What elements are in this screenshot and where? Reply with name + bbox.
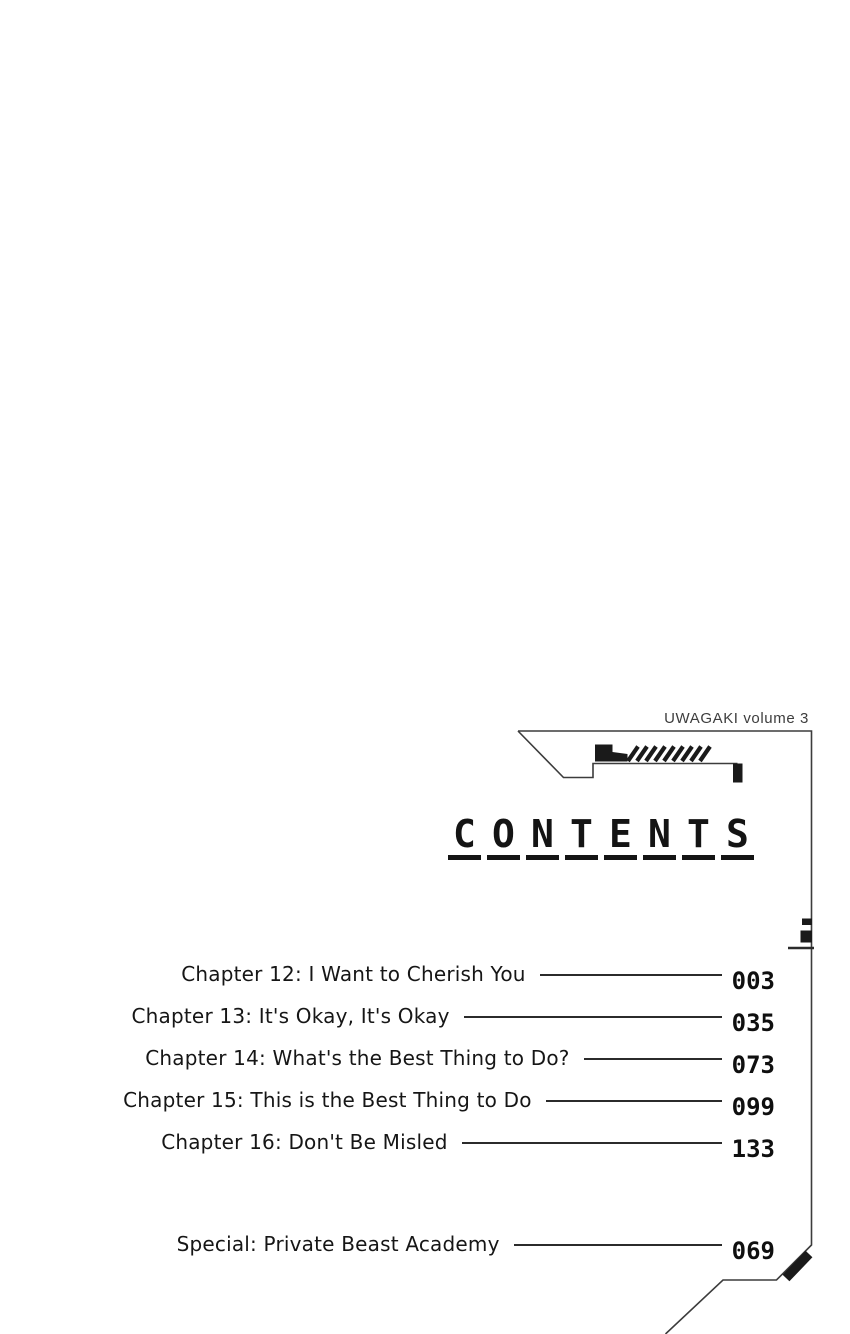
- page-number: 099: [731, 1093, 775, 1121]
- page-number: 035: [731, 1009, 775, 1037]
- table-of-contents: [123, 961, 775, 1265]
- chapter-title: Chapter 12: I Want to Cherish You: [181, 962, 526, 986]
- chapter-title: Special: Private Beast Academy: [176, 1232, 500, 1256]
- toc-row-chapter-13: [131, 1003, 776, 1037]
- toc-row-chapter-12: [181, 961, 775, 995]
- chapter-title: Chapter 13: It's Okay, It's Okay: [131, 1004, 450, 1028]
- corner-slash-icon: [786, 1254, 809, 1278]
- leader-line: [540, 974, 722, 976]
- emblem-step-line: [518, 731, 738, 778]
- leader-line: [464, 1016, 722, 1018]
- contents-letter: E: [604, 816, 637, 860]
- page-number: 133: [731, 1135, 775, 1163]
- leader-line: [546, 1100, 722, 1102]
- emblem-endcap: [733, 764, 743, 783]
- emblem-flag-shape: [595, 745, 628, 762]
- chapter-title: Chapter 15: This is the Best Thing to Do: [123, 1088, 532, 1112]
- contents-letter: T: [682, 816, 715, 860]
- contents-letter: O: [487, 816, 520, 860]
- contents-letter: N: [643, 816, 676, 860]
- hazard-slash-hatching-icon: [628, 747, 710, 762]
- leader-line: [462, 1142, 722, 1144]
- leader-line: [584, 1058, 722, 1060]
- chapter-title: Chapter 14: What's the Best Thing to Do?: [145, 1046, 570, 1070]
- contents-letter: N: [526, 816, 559, 860]
- contents-letter: S: [721, 816, 754, 860]
- page-number: 003: [731, 967, 775, 995]
- section-tab-marker-icon: [788, 919, 814, 949]
- page-title: [448, 812, 754, 860]
- contents-letter: T: [565, 816, 598, 860]
- page-number: 069: [731, 1237, 775, 1265]
- toc-row-chapter-14: [145, 1045, 775, 1079]
- page-number: 073: [731, 1051, 775, 1079]
- toc-row-chapter-15: [123, 1087, 775, 1121]
- contents-letter: C: [448, 816, 481, 860]
- volume-label: UWAGAKI volume 3: [664, 710, 809, 727]
- toc-row-special: [176, 1231, 775, 1265]
- leader-line: [514, 1244, 722, 1246]
- toc-row-chapter-16: [161, 1129, 775, 1163]
- chapter-title: Chapter 16: Don't Be Misled: [161, 1130, 448, 1154]
